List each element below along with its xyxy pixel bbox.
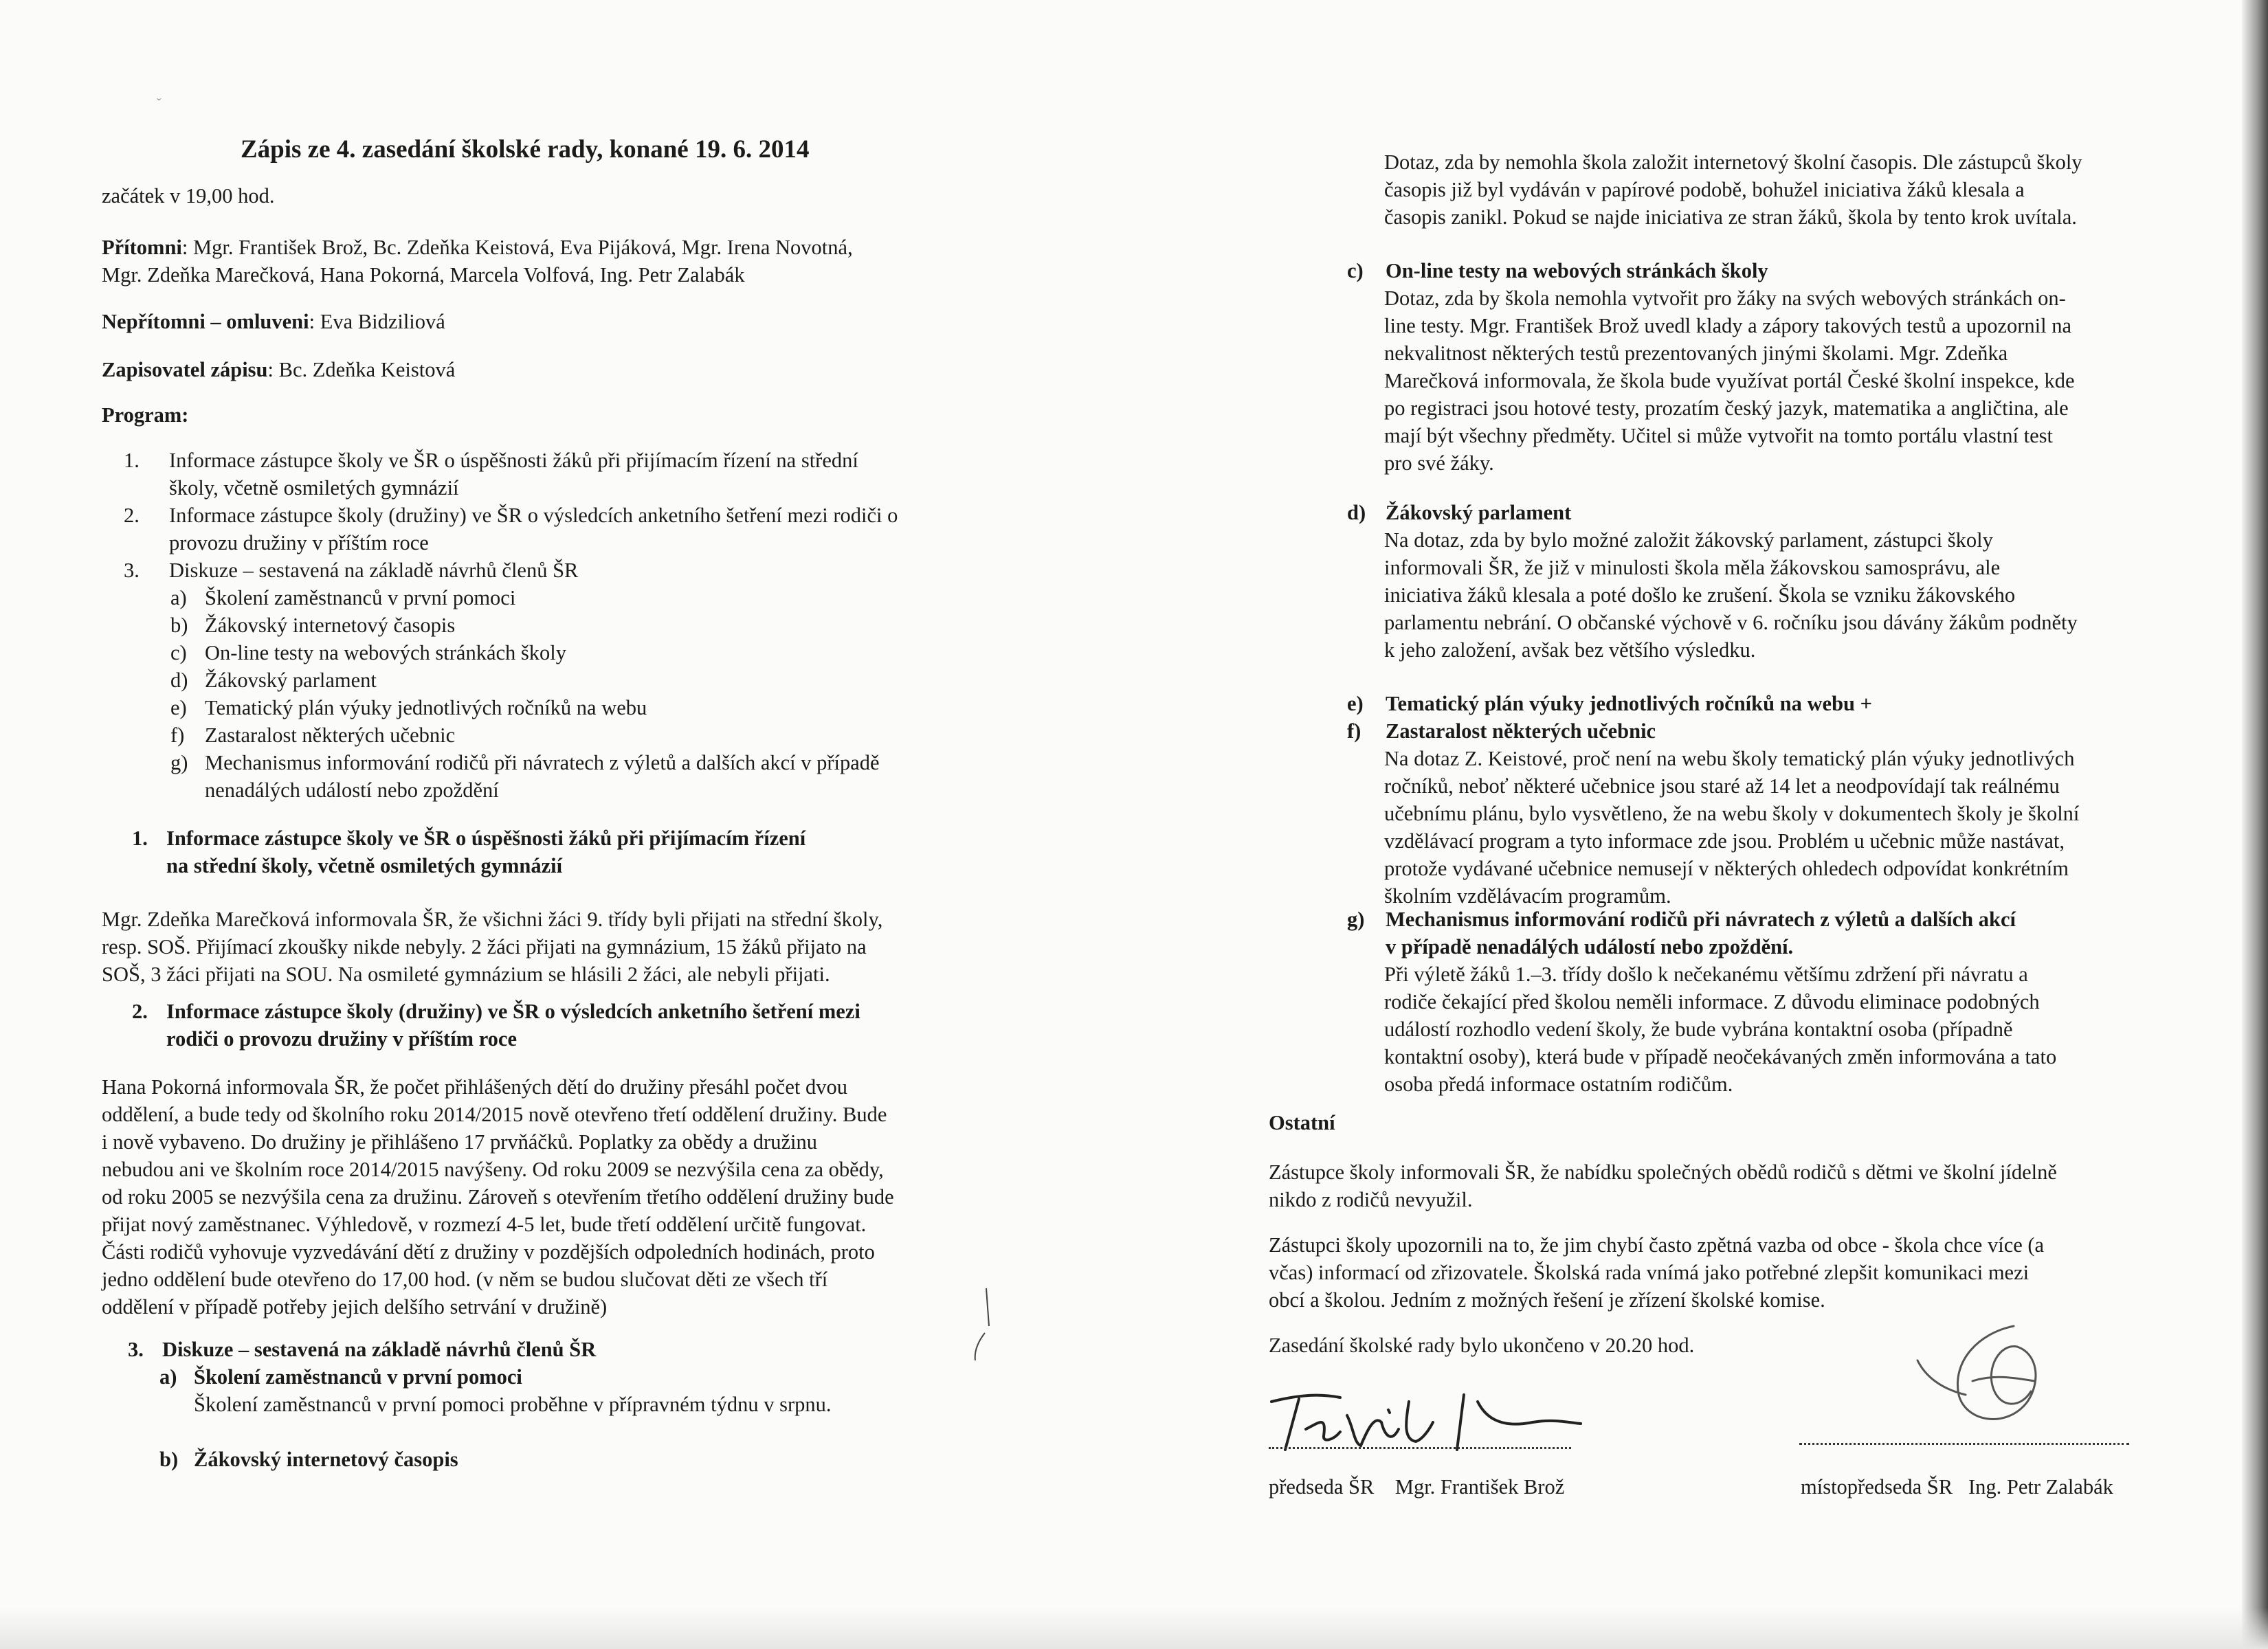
- item-letter: d): [1347, 501, 1366, 524]
- program-num: 1.: [124, 449, 140, 472]
- item-ef-body: [1384, 745, 2216, 910]
- recorder-label: Zapisovatel zápisu: [102, 358, 268, 381]
- chairman-signature: [1258, 1374, 1643, 1463]
- body-line: informovali ŠR, že již v minulosti škola měla žákovskou samosprávu, ale: [1384, 556, 2001, 579]
- section-title-line-1: Informace zástupce školy ve ŠR o úspěšnosti žáků při přijímacím řízení: [166, 827, 806, 850]
- body-line: nebudou ani ve školním roce 2014/2015 navýšeny. Od roku 2009 se nezvýšila cena za obědy,: [102, 1158, 884, 1181]
- binding-shadow: [2242, 0, 2268, 1649]
- body-line: obcí a školou. Jedním z možných řešení je zřízení školské komise.: [1269, 1288, 1825, 1312]
- body-line: vzdělávací program a tyto informace zde jsou. Problém u učebnic může nastávat,: [1384, 829, 2065, 853]
- page-right: [1134, 0, 2268, 1649]
- body-line: nekvalitnost některých testů prezentovaných jinými školami. Mgr. Zdeňka: [1384, 341, 2008, 365]
- body-line: Dotaz, zda by škola nemohla vytvořit pro žáky na svých webových stránkách on-: [1384, 287, 2066, 310]
- vice-chairman-name: Ing. Petr Zalabák: [1968, 1475, 2113, 1499]
- body-line: iniciativa žáků klesala a poté došlo ke zrušení. Škola se vzniku žákovského: [1384, 583, 2016, 607]
- present-line-1: : Mgr. František Brož, Bc. Zdeňka Keistová, Eva Pijáková, Mgr. Irena Novotná,: [181, 236, 853, 259]
- item-title: [1386, 906, 2183, 961]
- item-title-line-2: v případě nenadálých událostí nebo zpoždění.: [1386, 935, 1794, 958]
- body-line: nikdo z rodičů nevyužil.: [1269, 1188, 1473, 1211]
- sub-text: Školení zaměstnanců v první pomoci: [205, 586, 516, 609]
- sub-text: Žákovský parlament: [205, 669, 377, 692]
- body-line: Hana Pokorná informovala ŠR, že počet přihlášených dětí do družiny přesáhl počet dvou: [102, 1075, 847, 1099]
- chairman-label: [1269, 1473, 1564, 1501]
- body-line: včas) informací od zřizovatele. Školská rada vnímá jako potřebné zlepšit komunikaci mezi: [1269, 1261, 2030, 1284]
- sub-letter: d): [170, 669, 188, 692]
- section-2-body: [102, 1073, 995, 1321]
- section-title: Žákovský internetový časopis: [194, 1448, 458, 1471]
- body-line: SOŠ, 3 žáci přijati na SOU. Na osmileté gymnázium se hlásili 2 žáci, ale nebyli přijati.: [102, 963, 830, 986]
- body-line: line testy. Mgr. František Brož uvedl klady a zápory takových testů a upozornil na: [1384, 314, 2072, 337]
- sub-text: Tematický plán výuky jednotlivých ročníků na webu: [205, 696, 647, 719]
- program-line-1: Informace zástupce školy (družiny) ve ŠR o výsledcích anketního šetření mezi rodiči o: [169, 504, 898, 527]
- body-line: protože vydávané učebnice nemusejí v některých ohledech odpovídat konkrétním: [1384, 857, 2069, 880]
- chairman-signature-line: [1269, 1447, 1571, 1449]
- item-title: Zastaralost některých učebnic: [1386, 719, 1656, 743]
- item-letter: c): [1347, 259, 1364, 282]
- body-line: událostí rozhodlo vedení školy, že bude vybrána kontaktní osoba (případně: [1384, 1018, 2013, 1041]
- other-title: Ostatní: [1269, 1111, 1335, 1134]
- item-b-body: [1384, 148, 2216, 231]
- program-text: [169, 502, 987, 557]
- section-number: 1.: [132, 827, 148, 850]
- sub-letter: e): [170, 696, 187, 719]
- absent: [102, 308, 995, 335]
- other-paragraph-2: [1269, 1231, 2217, 1314]
- program-line-2: provozu družiny v příštím roce: [169, 531, 429, 554]
- section-letter: a): [159, 1365, 177, 1389]
- section-title: [166, 998, 991, 1053]
- body-line: mají být všechny předměty. Učitel si může vytvořit na tomto portálu vlastní test: [1384, 424, 2053, 447]
- sub-text: On-line testy na webových stránkách školy: [205, 641, 566, 664]
- body-line: od roku 2005 se nezvýšila cena za družinu. Zároveň s otevřením třetího oddělení družiny bude: [102, 1185, 894, 1209]
- scan-speck: ˇ: [157, 96, 162, 111]
- item-letter: e): [1347, 692, 1364, 715]
- body-line: oddělení, a bude tedy od školního roku 2014/2015 nově otevřeno třetí oddělení družiny. Bude: [102, 1103, 887, 1126]
- body-line: školním vzdělávacím programům.: [1384, 884, 1671, 908]
- item-g-body: [1384, 961, 2216, 1098]
- document-title: Zápis ze 4. zasedání školské rady, konané 19. 6. 2014: [241, 135, 810, 164]
- sub-letter: g): [170, 751, 188, 774]
- vice-chairman-signature: [1876, 1319, 2082, 1457]
- item-title-line-1: Mechanismus informování rodičů při návratech z výletů a dalších akcí: [1386, 908, 2016, 931]
- chairman-name: Mgr. František Brož: [1394, 1475, 1565, 1499]
- body-line: k jeho založení, avšak bez většího výsledku.: [1384, 638, 1756, 662]
- program-text: [169, 447, 987, 502]
- program-label: Program:: [102, 403, 189, 427]
- sub-letter: f): [170, 723, 185, 747]
- body-line: časopis zanikl. Pokud se najde iniciativa ze stran žáků, škola by tento krok uvítala.: [1384, 205, 2077, 229]
- body-line: časopis již byl vydáván v papírové podobě, bohužel iniciativa žáků klesala a: [1384, 178, 2025, 201]
- body-line: učebnímu plánu, bylo vysvětleno, že na webu školy v dokumentech školy je školní: [1384, 802, 2080, 825]
- program-line-1: Informace zástupce školy ve ŠR o úspěšnosti žáků při přijímacím řízení na střední: [169, 449, 858, 472]
- body-line: Mgr. Zdeňka Marečková informovala ŠR, že všichni žáci 9. třídy byli přijati na střední školy,: [102, 908, 883, 931]
- sub-letter: a): [170, 586, 187, 609]
- vice-chairman-role: místopředseda ŠR: [1801, 1475, 1953, 1499]
- item-letter: f): [1347, 719, 1361, 743]
- body-line: oddělení v případě potřeby jejich delšího setrvání v družině): [102, 1295, 608, 1319]
- present-label: Přítomni: [102, 236, 182, 259]
- body-line: ročníků, neboť některé učebnice jsou staré až 14 let a neodpovídají tak reálnému: [1384, 774, 2060, 798]
- section-title-line-2: na střední školy, včetně osmiletých gymnázií: [166, 854, 563, 877]
- body-line: resp. SOŠ. Přijímací zkoušky nikde nebyly. 2 žáci přijati na gymnázium, 15 žáků přijato na: [102, 935, 867, 958]
- scan-edge: [0, 1608, 2268, 1649]
- body-line: po registraci jsou hotové testy, prozatím český jazyk, matematika a angličtina, ale: [1384, 396, 2069, 420]
- body-line: osoba předá informace ostatním rodičům.: [1384, 1073, 1733, 1096]
- item-title: Žákovský parlament: [1386, 501, 1572, 524]
- body-line: Části rodičů vyhovuje vyzvedávání dětí z družiny v pozdějších odpoledních hodinách, proto: [102, 1240, 875, 1264]
- present-line-2: Mgr. Zdeňka Marečková, Hana Pokorná, Marcela Volfová, Ing. Petr Zalabák: [102, 263, 745, 287]
- recorder: [102, 356, 995, 383]
- sub-text: [205, 749, 995, 804]
- program-num: 3.: [124, 559, 140, 582]
- program-num: 2.: [124, 504, 140, 527]
- body-line: Zástupce školy informovali ŠR, že nabídku společných obědů rodičů s dětmi ve školní jídelně: [1269, 1160, 2057, 1184]
- sub-line-2: nenadálých událostí nebo zpoždění: [205, 778, 499, 802]
- sub-text: Žákovský internetový časopis: [205, 614, 456, 637]
- body-line: pro své žáky.: [1384, 451, 1494, 475]
- section-title-line-1: Informace zástupce školy (družiny) ve ŠR o výsledcích anketního šetření mezi: [166, 1000, 860, 1023]
- item-c-body: [1384, 284, 2216, 477]
- section-3a-body: Školení zaměstnanců v první pomoci proběhne v přípravném týdnu v srpnu.: [194, 1393, 832, 1416]
- item-title: On-line testy na webových stránkách školy: [1386, 259, 1768, 282]
- body-line: rodiče čekající před školou neměli informace. Z důvodu eliminace podobných: [1384, 990, 2040, 1013]
- recorder-value: : Bc. Zdeňka Keistová: [267, 358, 456, 381]
- body-line: Marečková informovala, že škola bude využívat portál České školní inspekce, kde: [1384, 369, 2075, 392]
- section-title-line-2: rodiči o provozu družiny v příštím roce: [166, 1027, 518, 1051]
- item-letter: g): [1347, 908, 1365, 931]
- body-line: kontaktní osoby), která bude v případě neočekávaných změn informována a tato: [1384, 1045, 2057, 1068]
- other-paragraph-1: [1269, 1158, 2217, 1213]
- section-title: Školení zaměstnanců v první pomoci: [194, 1365, 522, 1389]
- body-line: Zástupci školy upozornili na to, že jim chybí často zpětná vazba od obce - škola chce více (a: [1269, 1233, 2045, 1257]
- start-time: začátek v 19,00 hod.: [102, 184, 275, 207]
- vice-chairman-signature-line: [1799, 1443, 2129, 1445]
- body-line: jedno oddělení bude otevřeno do 17,00 hod. (v něm se budou slučovat děti ze všech tří: [102, 1268, 828, 1291]
- absent-label: Nepřítomni – omluveni: [102, 310, 309, 333]
- section-number: 3.: [128, 1338, 144, 1361]
- pen-mark: [966, 1285, 1007, 1367]
- body-line: Na dotaz, zda by bylo možné založit žákovský parlament, zástupci školy: [1384, 528, 1993, 552]
- vice-chairman-label: [1801, 1473, 2113, 1501]
- absent-value: : Eva Bidziliová: [309, 310, 445, 333]
- item-title: Tematický plán výuky jednotlivých ročníků na webu +: [1386, 692, 1873, 715]
- body-line: Na dotaz Z. Keistové, proč není na webu školy tematický plán výuky jednotlivých: [1384, 747, 2075, 770]
- section-title: Diskuze – sestavená na základě návrhů členů ŠR: [162, 1338, 597, 1361]
- section-letter: b): [159, 1448, 179, 1471]
- section-number: 2.: [132, 1000, 148, 1023]
- sub-letter: c): [170, 641, 187, 664]
- body-line: parlamentu nebrání. O občanské výchově v 6. ročníku jsou dávány žákům podněty: [1384, 611, 2078, 634]
- sub-text: Zastaralost některých učebnic: [205, 723, 456, 747]
- body-line: Při výletě žáků 1.–3. třídy došlo k nečekanému většímu zdržení při návratu a: [1384, 963, 2028, 986]
- attendees: [102, 234, 995, 289]
- body-line: i nově vybaveno. Do družiny je přihlášeno 17 prvňáčků. Poplatky za obědy a družinu: [102, 1130, 817, 1154]
- program-text: Diskuze – sestavená na základě návrhů členů ŠR: [169, 559, 579, 582]
- sub-letter: b): [170, 614, 188, 637]
- closing-line: Zasedání školské rady bylo ukončeno v 20.20 hod.: [1269, 1334, 1695, 1357]
- chairman-role: předseda ŠR: [1269, 1475, 1375, 1499]
- sub-line-1: Mechanismus informování rodičů při návratech z výletů a dalších akcí v případě: [205, 751, 880, 774]
- section-title: [166, 824, 991, 879]
- item-d-body: [1384, 526, 2216, 664]
- program-line-2: školy, včetně osmiletých gymnázií: [169, 476, 459, 500]
- body-line: Dotaz, zda by nemohla škola založit internetový školní časopis. Dle zástupců školy: [1384, 150, 2082, 174]
- section-1-body: [102, 906, 995, 988]
- body-line: přijat nový zaměstnanec. Výhledově, v rozmezí 4-5 let, bude třetí oddělení určitě fungovat.: [102, 1213, 867, 1236]
